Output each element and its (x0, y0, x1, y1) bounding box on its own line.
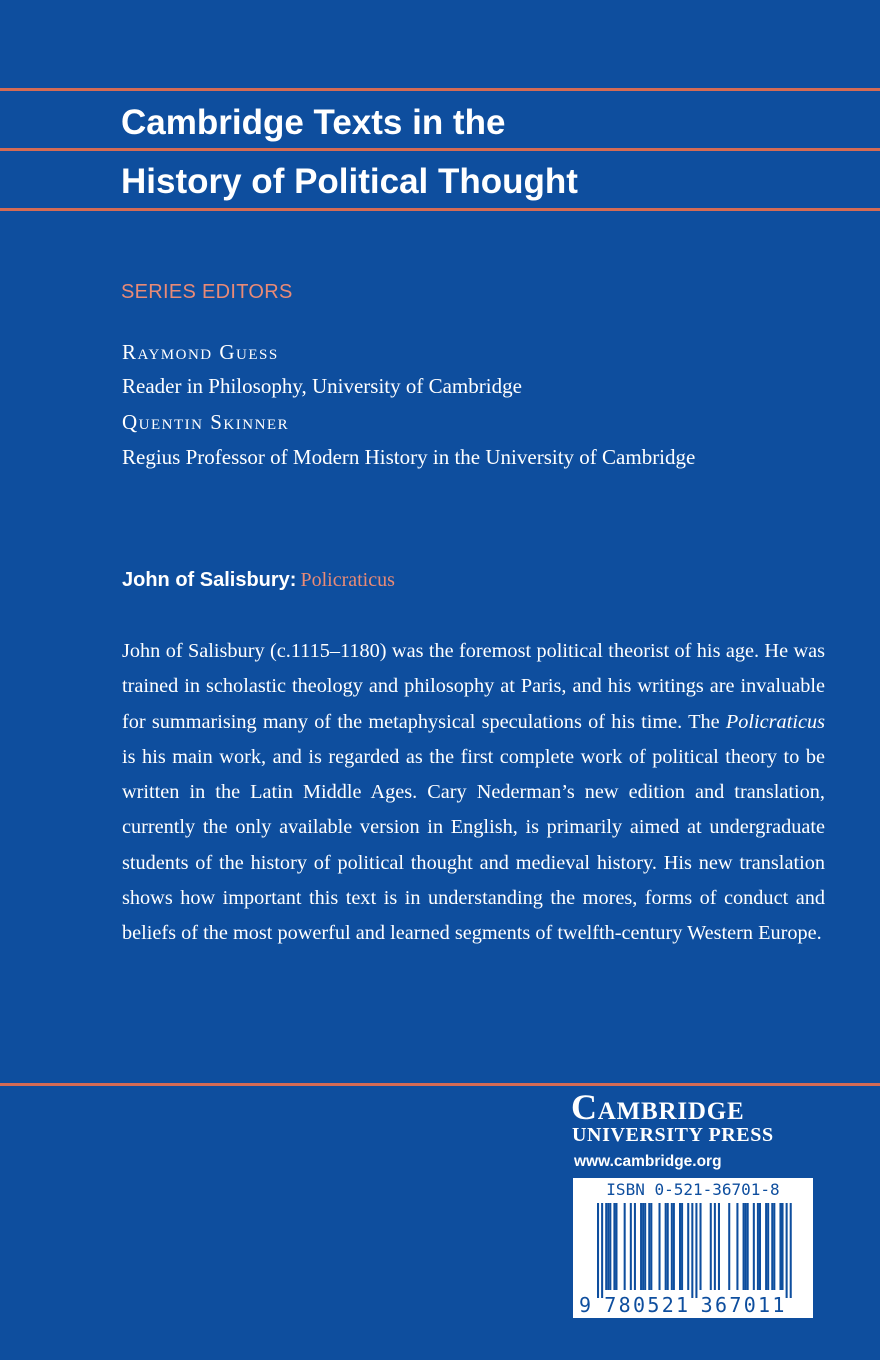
barcode-bar (743, 1203, 745, 1290)
barcode-bar (607, 1203, 609, 1290)
barcode-digit: 8 (618, 1293, 631, 1317)
barcode-digit: 1 (772, 1293, 785, 1317)
barcode-bar (609, 1203, 611, 1290)
barcode-bar (779, 1203, 781, 1290)
publisher-url: www.cambridge.org (574, 1153, 722, 1170)
barcode-digit: 0 (633, 1293, 646, 1317)
barcode-digit: 7 (604, 1293, 617, 1317)
barcode-bar (605, 1203, 607, 1290)
barcode-digit: 1 (676, 1293, 689, 1317)
barcode-bar (718, 1203, 720, 1290)
editor-role-guess: Reader in Philosophy, University of Cambridge (122, 374, 522, 398)
rule-top (0, 88, 880, 91)
barcode-bar (640, 1203, 642, 1290)
blurb-text-2: is his main work, and is regarded as the first complete work of political theory to be written in the Latin Middle Ages. Cary Nederman’s new edition and translation, currently the only available version in English, is primarily aimed at undergraduate students of the history of political thought and medieval history. His new translation shows how important this text is in understanding the mores, forms of conduct and beliefs of the most powerful and learned segments of twelfth-century Western Europe. (122, 745, 825, 945)
barcode-bar (765, 1203, 767, 1290)
barcode-graphic (573, 1178, 813, 1318)
barcode-bar (681, 1203, 683, 1290)
barcode-bar (597, 1203, 599, 1298)
publisher-logo-name: Cambridge (571, 1087, 745, 1127)
barcode-bar (642, 1203, 644, 1290)
barcode-bar (786, 1203, 788, 1298)
barcode-digit: 5 (647, 1293, 660, 1317)
barcode-bar (773, 1203, 775, 1290)
barcode-bar (634, 1203, 636, 1290)
barcode-bar (665, 1203, 667, 1290)
barcode-digit: 3 (700, 1293, 713, 1317)
barcode-digit: 1 (758, 1293, 771, 1317)
barcode-bar (714, 1203, 716, 1290)
barcode-bar (601, 1203, 603, 1298)
barcode-bar (648, 1203, 650, 1290)
barcode-bar (659, 1203, 661, 1290)
barcode-bar (695, 1203, 697, 1298)
isbn-label: ISBN 0-521-36701-8 (606, 1180, 780, 1199)
book-description (122, 634, 825, 952)
barcode-digit: 0 (743, 1293, 756, 1317)
barcode-digit: 2 (661, 1293, 674, 1317)
rule-middle (0, 148, 880, 151)
series-title-line-1: Cambridge Texts in the (121, 103, 506, 142)
barcode-bar (687, 1203, 689, 1290)
blurb-italic-title: Policraticus (725, 710, 825, 733)
barcode-bar (782, 1203, 784, 1290)
barcode-bar (671, 1203, 673, 1290)
editor-name-skinner: Quentin Skinner (122, 410, 290, 434)
book-title: Policraticus (300, 569, 395, 591)
blurb-text-1: John of Salisbury (c.1115–1180) was the foremost political theorist of his age. He was trained in scholastic theology and philosophy at Paris, and his writings are invaluable for summarising many of the metaphysical speculations of his time. The (122, 640, 825, 733)
barcode-bar (753, 1203, 755, 1290)
barcode-bar (630, 1203, 632, 1290)
barcode-bar (790, 1203, 792, 1298)
editor-role-skinner: Regius Professor of Modern History in the University of Cambridge (122, 445, 696, 469)
series-title-line-2: History of Political Thought (121, 162, 578, 201)
book-heading (122, 569, 395, 592)
barcode-bar (650, 1203, 652, 1290)
barcode-bar (673, 1203, 675, 1290)
barcode-bar (644, 1203, 646, 1290)
barcode-bar (691, 1203, 693, 1298)
book-author: John of Salisbury: (122, 569, 297, 591)
barcode-bar (700, 1203, 702, 1290)
barcode-digit: 6 (714, 1293, 728, 1317)
publisher-logo-subtitle: UNIVERSITY PRESS (572, 1124, 774, 1146)
rule-footer (0, 1083, 880, 1086)
barcode-bar (728, 1203, 730, 1290)
barcode-bar (771, 1203, 773, 1290)
editor-name-guess: Raymond Guess (122, 340, 279, 364)
barcode-bar (767, 1203, 769, 1290)
barcode-bar (624, 1203, 626, 1290)
barcode-bar (747, 1203, 749, 1290)
barcode-bar (613, 1203, 615, 1290)
rule-bottom (0, 208, 880, 211)
barcode-digit: 7 (729, 1293, 742, 1317)
barcode-bar (759, 1203, 761, 1290)
barcode-bar (757, 1203, 759, 1290)
barcode-bar (745, 1203, 747, 1290)
barcode-bar (679, 1203, 681, 1290)
barcode-bar (667, 1203, 669, 1290)
isbn-barcode (573, 1178, 813, 1318)
barcode-bar (736, 1203, 738, 1290)
barcode-bar (615, 1203, 617, 1290)
barcode-bar (710, 1203, 712, 1290)
barcode-digit-lead: 9 (578, 1293, 592, 1317)
series-editors-label: SERIES EDITORS (121, 281, 293, 303)
